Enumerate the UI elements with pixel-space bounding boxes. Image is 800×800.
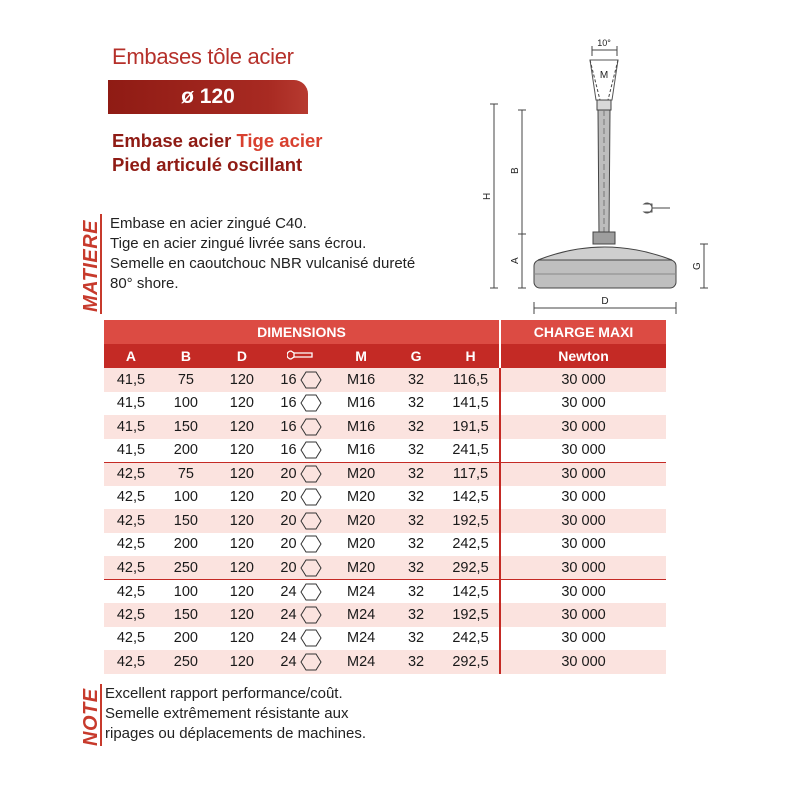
cell-g: 32 [390,439,442,463]
cell-h: 141,5 [442,392,500,416]
cell-a: 42,5 [104,533,158,557]
cell-wrench [270,486,332,510]
cell-d: 120 [214,556,270,580]
cell-charge: 30 000 [500,580,666,604]
cell-h: 117,5 [442,462,500,486]
note-text [105,684,366,744]
cell-d: 120 [214,462,270,486]
subtitle-highlight: Tige acier [236,130,323,151]
table-row [104,509,666,533]
cell-d: 120 [214,650,270,674]
table-column-header [104,344,666,368]
table-row [104,486,666,510]
wrench-size-value: 16 [280,442,297,458]
hex-nut-icon [300,371,322,389]
table-body [104,368,666,674]
cell-m: M16 [332,439,390,463]
subtitle-line-1 [112,130,323,152]
cell-b: 200 [158,439,214,463]
cell-m: M20 [332,556,390,580]
cell-charge: 30 000 [500,368,666,392]
cell-g: 32 [390,415,442,439]
cell-g: 32 [390,462,442,486]
cell-d: 120 [214,627,270,651]
cell-a: 41,5 [104,415,158,439]
cell-charge: 30 000 [500,392,666,416]
cell-wrench [270,439,332,463]
drawing-h-label: H [482,192,493,200]
note-line: Semelle extrêmement résistante aux [105,705,349,722]
hex-nut-icon [300,488,322,506]
wrench-size-value: 20 [280,466,297,482]
matiere-line: 80° shore. [110,275,179,292]
drawing-b-label: B [510,167,521,174]
cell-m: M24 [332,627,390,651]
cell-wrench [270,650,332,674]
col-header-g: G [390,344,442,368]
hex-nut-icon [300,559,322,577]
cell-g: 32 [390,603,442,627]
cell-a: 41,5 [104,392,158,416]
cell-m: M16 [332,415,390,439]
cell-g: 32 [390,556,442,580]
cell-d: 120 [214,533,270,557]
col-header-d: D [214,344,270,368]
cell-d: 120 [214,392,270,416]
cell-m: M20 [332,509,390,533]
hex-nut-icon [300,535,322,553]
note-side-label: NOTE [80,688,102,746]
wrench-icon [287,349,315,361]
cell-charge: 30 000 [500,533,666,557]
col-header-b: B [158,344,214,368]
cell-a: 42,5 [104,580,158,604]
table-row [104,439,666,463]
subtitle-line-2: Pied articulé oscillant [112,154,303,175]
cell-g: 32 [390,486,442,510]
drawing-d-label: D [601,296,609,307]
cell-charge: 30 000 [500,509,666,533]
cell-b: 75 [158,368,214,392]
col-header-newton: Newton [500,344,666,368]
cell-a: 41,5 [104,439,158,463]
cell-charge: 30 000 [500,650,666,674]
col-header-wrench [270,344,332,368]
wrench-size-value: 16 [280,418,297,435]
cell-h: 242,5 [442,627,500,651]
cell-d: 120 [214,486,270,510]
table-row [104,368,666,392]
wrench-size-value: 24 [280,606,297,623]
cell-h: 292,5 [442,650,500,674]
cell-m: M16 [332,368,390,392]
drawing-a-label: A [510,257,521,264]
cell-wrench [270,392,332,416]
cell-b: 100 [158,392,214,416]
cell-d: 120 [214,580,270,604]
subtitle-prefix: Embase acier [112,130,237,151]
cell-m: M16 [332,392,390,416]
cell-wrench [270,603,332,627]
wrench-size-value: 20 [280,559,297,576]
hex-nut-icon [300,606,322,624]
cell-wrench [270,556,332,580]
cell-d: 120 [214,415,270,439]
table-row [104,627,666,651]
cell-d: 120 [214,603,270,627]
table-row [104,415,666,439]
table-row [104,580,666,604]
cell-b: 150 [158,509,214,533]
cell-b: 200 [158,533,214,557]
cell-h: 192,5 [442,509,500,533]
cell-b: 75 [158,462,214,486]
wrench-size-value: 24 [280,583,297,600]
matiere-line: Tige en acier zingué livrée sans écrou. [110,235,367,252]
hex-nut-icon [300,653,322,671]
drawing-m-label: M [599,70,609,81]
cell-wrench [270,627,332,651]
hex-nut-icon [300,394,322,412]
matiere-line: Embase en acier zingué C40. [110,215,307,232]
wrench-size-value: 24 [280,653,297,670]
cell-g: 32 [390,627,442,651]
cell-b: 200 [158,627,214,651]
cell-charge: 30 000 [500,439,666,463]
angle-label: 10° [597,38,611,48]
cell-m: M24 [332,580,390,604]
cell-g: 32 [390,533,442,557]
cell-wrench [270,509,332,533]
cell-h: 241,5 [442,439,500,463]
matiere-side-label: MATIERE [80,219,102,312]
cell-g: 32 [390,650,442,674]
cell-a: 42,5 [104,650,158,674]
cell-g: 32 [390,580,442,604]
cell-wrench [270,415,332,439]
wrench-size-value: 24 [280,630,297,647]
table-row [104,650,666,674]
cell-h: 192,5 [442,603,500,627]
cell-h: 142,5 [442,486,500,510]
cell-d: 120 [214,509,270,533]
cell-h: 116,5 [442,368,500,392]
cell-charge: 30 000 [500,486,666,510]
cell-g: 32 [390,392,442,416]
hex-nut-icon [300,418,322,436]
cell-d: 120 [214,439,270,463]
cell-b: 150 [158,415,214,439]
hex-nut-icon [300,441,322,459]
cell-b: 100 [158,486,214,510]
cell-a: 42,5 [104,486,158,510]
cell-m: M20 [332,533,390,557]
cell-d: 120 [214,368,270,392]
cell-g: 32 [390,368,442,392]
cell-charge: 30 000 [500,415,666,439]
cell-a: 42,5 [104,603,158,627]
cell-m: M24 [332,650,390,674]
cell-wrench [270,580,332,604]
cell-charge: 30 000 [500,462,666,486]
cell-h: 242,5 [442,533,500,557]
col-header-a: A [104,344,158,368]
cell-h: 292,5 [442,556,500,580]
hex-nut-icon [300,512,322,530]
note-line: ripages ou déplacements de machines. [105,725,366,742]
dimensions-group-header: DIMENSIONS [104,320,500,344]
cell-charge: 30 000 [500,556,666,580]
cell-charge: 30 000 [500,627,666,651]
cell-m: M24 [332,603,390,627]
cell-m: M20 [332,486,390,510]
table-row [104,603,666,627]
cell-wrench [270,462,332,486]
cell-b: 250 [158,556,214,580]
cell-charge: 30 000 [500,603,666,627]
cell-g: 32 [390,509,442,533]
note-line: Excellent rapport performance/coût. [105,685,343,702]
hex-nut-icon [300,583,322,601]
cell-b: 250 [158,650,214,674]
col-header-m: M [332,344,390,368]
wrench-size-value: 16 [280,395,297,412]
wrench-size-value: 20 [280,489,297,506]
cell-wrench [270,533,332,557]
cell-b: 150 [158,603,214,627]
cell-h: 191,5 [442,415,500,439]
wrench-size-value: 20 [280,512,297,529]
page-title: Embases tôle acier [112,44,294,69]
table-row [104,556,666,580]
diameter-label: ø 120 [181,85,235,108]
dimensions-table [104,320,666,674]
table-group-header [104,320,666,344]
matiere-line: Semelle en caoutchouc NBR vulcanisé dureté [110,255,416,272]
cell-b: 100 [158,580,214,604]
cell-a: 41,5 [104,368,158,392]
table-row [104,533,666,557]
cell-a: 42,5 [104,509,158,533]
diameter-band [108,80,308,114]
cell-a: 42,5 [104,462,158,486]
col-header-h: H [442,344,500,368]
cell-a: 42,5 [104,627,158,651]
technical-drawing [482,38,718,318]
table-row [104,462,666,486]
cell-a: 42,5 [104,556,158,580]
drawing-g-label: G [692,262,703,270]
matiere-description [110,214,415,294]
cell-wrench [270,368,332,392]
table-row [104,392,666,416]
cell-m: M20 [332,462,390,486]
hex-nut-icon [300,465,322,483]
charge-group-header: CHARGE MAXI [500,320,666,344]
hex-nut-icon [300,629,322,647]
cell-h: 142,5 [442,580,500,604]
wrench-size-value: 16 [280,371,297,388]
wrench-size-value: 20 [280,536,297,553]
